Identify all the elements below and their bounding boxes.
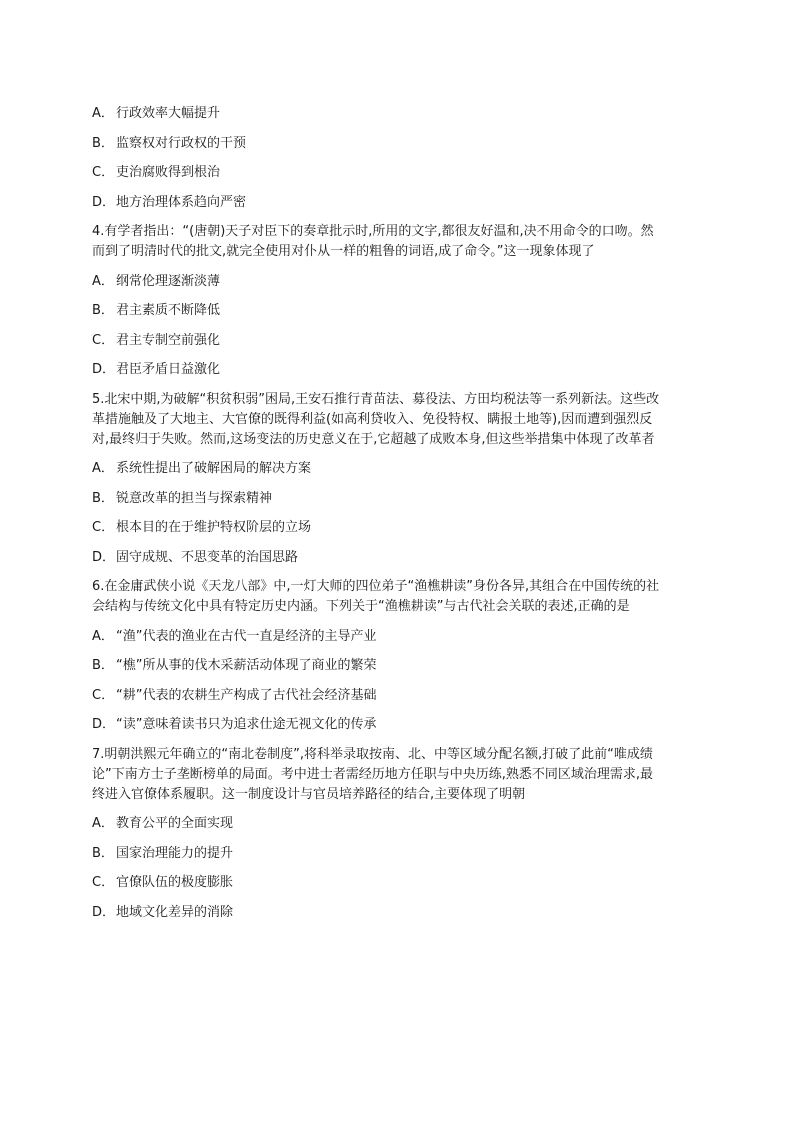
option-a: A． 行政效率大幅提升 bbox=[92, 106, 221, 121]
option-d: D．君臣矛盾日益激化 bbox=[92, 362, 221, 377]
question-7 bbox=[92, 745, 698, 923]
option-d: D．固守成规、不思变革的治国思路 bbox=[92, 549, 299, 565]
option-d: D．地域文化差异的消除 bbox=[92, 904, 234, 920]
option-d: D．地方治理体系趋向严密 bbox=[92, 194, 247, 210]
option-b: B． 国家治理能力的提升 bbox=[92, 845, 234, 861]
question-6-stem: 6.在金庸武侠小说《天龙八部》中,一灯大师的四位弟子“渔樵耕读”身份各异,其组合在中国传统的社 会结构与传统文化中具有特定历史内涵。下列关于“渔樵耕读”与古代社会关联的表述,正确的是 bbox=[92, 579, 660, 614]
option-a: A． “渔”代表的渔业在古代一直是经济的主导产业 bbox=[92, 628, 377, 644]
option-a: A． 系统性提出了破解困局的解决方案 bbox=[92, 461, 312, 476]
option-b: B． 君主素质不断降低 bbox=[92, 303, 221, 318]
option-c: C． 吏治腐败得到根治 bbox=[92, 165, 221, 180]
option-c: C． “耕”代表的农耕生产构成了古代社会经济基础 bbox=[92, 687, 377, 703]
option-a: A． 纲常伦理逐渐淡薄 bbox=[92, 273, 221, 289]
option-d: D．“读”意味着读书只为追求仕途无视文化的传承 bbox=[92, 717, 377, 732]
option-b: B． “樵”所从事的伐木采薪活动体现了商业的繁荣 bbox=[92, 658, 377, 673]
option-b: B． 锐意改革的担当与探索精神 bbox=[92, 490, 273, 506]
question-5-stem: 5.北宋中期,为破解“积贫积弱”困局,王安石推行青苗法、募役法、方田均税法等一系列新法。这些改 革措施触及了大地主、大官僚的既得利益(如高利贷收入、免役特权、瞒报土地等),因而遭到强烈反 对,最终归于失败。然而,这场变法的历史意义在于,它超越了成败本身,但这些举措集中体现了改革者 bbox=[92, 391, 660, 447]
option-b: B． 监察权对行政权的干预 bbox=[92, 135, 247, 151]
option-c: C． 根本目的在于维护特权阶层的立场 bbox=[92, 520, 312, 535]
question-4 bbox=[92, 222, 698, 380]
question-4-stem: 4.有学者指出：“(唐朝)天子对臣下的奏章批示时,所用的文字,都很友好温和,决不用命令的口吻。然 而到了明清时代的批文,就完全使用对仆从一样的粗鲁的词语,成了命令。”这一现象体现了 bbox=[92, 224, 654, 259]
question-6 bbox=[92, 577, 698, 735]
question-5 bbox=[92, 390, 698, 568]
question-3-options bbox=[92, 104, 698, 213]
option-c: C． 官僚队伍的极度膨胀 bbox=[92, 875, 234, 890]
option-a: A． 教育公平的全面实现 bbox=[92, 816, 234, 831]
question-7-stem: 7.明朝洪熙元年确立的“南北卷制度”,将科举录取按南、北、中等区域分配名额,打破了此前“唯成绩 论”下南方士子垄断榜单的局面。考中进士者需经历地方任职与中央历练,熟悉不同区域治理需求,最 终进入官僚体系履职。这一制度设计与官员培养路径的结合,主要体现了明朝 bbox=[92, 746, 654, 802]
option-c: C． 君主专制空前强化 bbox=[92, 332, 221, 348]
